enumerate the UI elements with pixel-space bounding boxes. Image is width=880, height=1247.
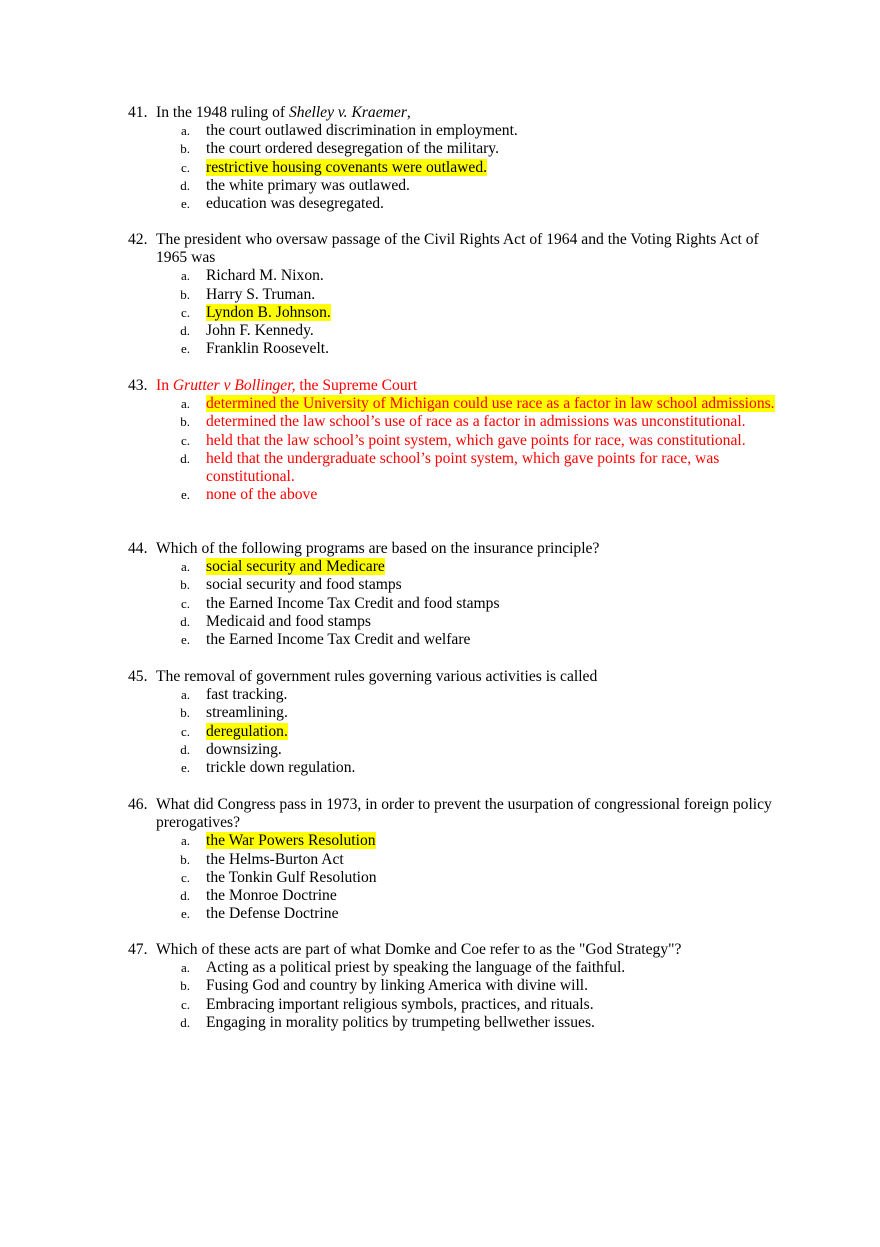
- option-c: c. held that the law school’s point system, which gave points for race, was constitutional.: [180, 431, 746, 449]
- option-a-answer: a. social security and Medicare: [180, 558, 385, 576]
- option-d: d. Engaging in morality politics by trumpeting bellwether issues.: [180, 1013, 595, 1031]
- question-43: [128, 377, 788, 504]
- options-list: [128, 686, 788, 777]
- option-d: d. downsizing.: [180, 740, 282, 758]
- question-text: In the 1948 ruling of Shelley v. Kraemer,: [156, 104, 411, 121]
- option-e: e. none of the above: [180, 486, 318, 504]
- question-number: 43.: [128, 377, 148, 394]
- case-name: Shelley v. Kraemer: [288, 104, 407, 121]
- question-text: In Grutter v Bollinger, the Supreme Court: [156, 377, 418, 394]
- highlighted-answer: determined the University of Michigan could use race as a factor in law school admissions.: [206, 395, 775, 413]
- option-c-answer: c. restrictive housing covenants were outlawed.: [180, 158, 488, 176]
- option-c-answer: c. Lyndon B. Johnson.: [180, 303, 331, 321]
- option-a: a. Acting as a political priest by speaking the language of the faithful.: [180, 959, 626, 977]
- question-46: [128, 796, 788, 923]
- option-e: e. the Earned Income Tax Credit and welfare: [180, 631, 471, 649]
- question-45: [128, 668, 788, 777]
- option-c: c. Embracing important religious symbols, practices, and rituals.: [180, 995, 594, 1013]
- option-b: b. Harry S. Truman.: [180, 285, 316, 303]
- question-44: [128, 540, 788, 649]
- options-list: [128, 959, 788, 1032]
- option-d: d. Medicaid and food stamps: [180, 612, 371, 630]
- option-d: d. held that the undergraduate school’s point system, which gave points for race, was constitutional.: [180, 449, 720, 486]
- question-number: 42.: [128, 231, 148, 248]
- option-c-answer: c. deregulation.: [180, 722, 288, 740]
- option-d: d. John F. Kennedy.: [180, 322, 314, 340]
- option-e: e. the Defense Doctrine: [180, 905, 339, 923]
- options-list: [128, 122, 788, 213]
- question-42: [128, 231, 788, 358]
- option-b: b. Fusing God and country by linking America with divine will.: [180, 977, 589, 995]
- question-text: Which of the following programs are based on the insurance principle?: [156, 540, 600, 557]
- option-b: b. the Helms-Burton Act: [180, 850, 344, 868]
- question-number: 45.: [128, 668, 148, 685]
- question-number: 46.: [128, 796, 148, 813]
- question-text: Which of these acts are part of what Domke and Coe refer to as the "God Strategy"?: [156, 941, 682, 958]
- option-a-answer: a. the War Powers Resolution: [180, 832, 376, 850]
- option-b: b. determined the law school’s use of race as a factor in admissions was unconstitutional.: [180, 413, 746, 431]
- highlighted-answer: restrictive housing covenants were outlawed.: [206, 158, 488, 176]
- question-number: 44.: [128, 540, 148, 557]
- option-a: a. fast tracking.: [180, 686, 288, 704]
- options-list: [128, 267, 788, 358]
- question-number: 41.: [128, 104, 148, 121]
- highlighted-answer: deregulation.: [206, 722, 288, 740]
- question-41: [128, 104, 788, 213]
- question-text: The removal of government rules governing various activities is called: [156, 668, 598, 685]
- question-text: The president who oversaw passage of the Civil Rights Act of 1964 and the Voting Rights Act of 1965 was: [156, 231, 759, 267]
- options-list: [128, 395, 788, 504]
- question-47: [128, 941, 788, 1032]
- highlighted-answer: the War Powers Resolution: [206, 832, 376, 850]
- question-text: What did Congress pass in 1973, in order to prevent the usurpation of congressional foreign policy prerogatives?: [156, 796, 772, 832]
- options-list: [128, 558, 788, 649]
- option-b: b. streamlining.: [180, 704, 288, 722]
- option-b: b. social security and food stamps: [180, 576, 402, 594]
- options-list: [128, 832, 788, 923]
- option-a: a. the court outlawed discrimination in employment.: [180, 122, 518, 140]
- option-a: a. Richard M. Nixon.: [180, 267, 324, 285]
- highlighted-answer: social security and Medicare: [206, 558, 385, 576]
- option-e: e. trickle down regulation.: [180, 759, 356, 777]
- option-d: d. the white primary was outlawed.: [180, 176, 410, 194]
- option-c: c. the Tonkin Gulf Resolution: [180, 868, 377, 886]
- option-e: e. Franklin Roosevelt.: [180, 340, 330, 358]
- option-b: b. the court ordered desegregation of the military.: [180, 140, 499, 158]
- option-d: d. the Monroe Doctrine: [180, 887, 337, 905]
- option-c: c. the Earned Income Tax Credit and food stamps: [180, 594, 500, 612]
- option-a-answer: a. determined the University of Michigan could use race as a factor in law school admissions.: [180, 395, 775, 413]
- option-e: e. education was desegregated.: [180, 195, 384, 213]
- case-name: Grutter v Bollinger,: [172, 377, 296, 394]
- highlighted-answer: Lyndon B. Johnson.: [206, 303, 331, 321]
- question-number: 47.: [128, 941, 148, 958]
